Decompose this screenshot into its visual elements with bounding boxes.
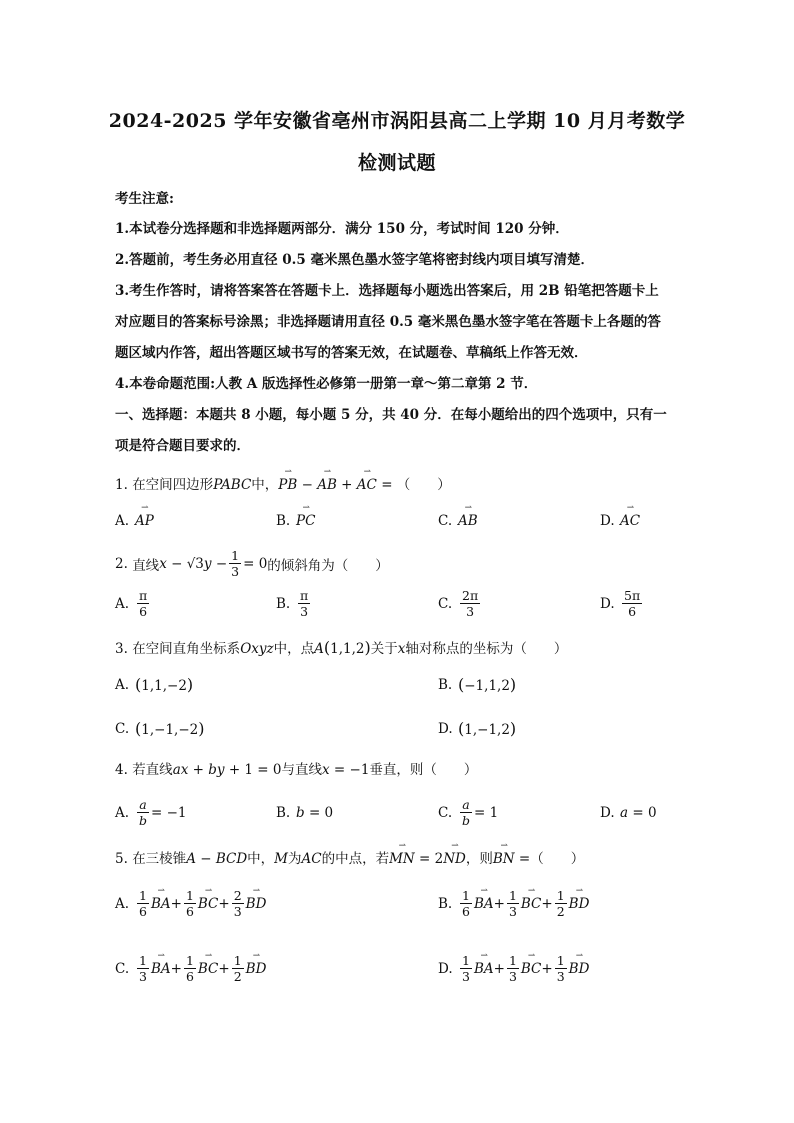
option-label: C. (438, 513, 453, 529)
option-label: D. (600, 595, 615, 612)
q4-option-c[interactable] (438, 797, 498, 828)
notice-item-3-cont1: 对应题目的答案标号涂黑；非选择题请用直径 0.5 毫米黑色墨水签字笔在答题卡上各题的答 (115, 314, 661, 330)
vector-BC: ⇀ BC (521, 896, 542, 912)
option-label: C. (438, 595, 453, 612)
q4-option-b[interactable] (276, 805, 333, 821)
vector-expression: ⇀ PB − ⇀ AB + ⇀ AC = (278, 477, 392, 493)
axis-name: x (397, 641, 406, 657)
question-text: （ ） (530, 851, 585, 867)
fraction-coef: $\frac{1}{2}$ (556, 888, 565, 919)
fraction-coef: $\frac{1}{6}$ (185, 888, 194, 919)
question-text: 的倾斜角为（ ） (267, 557, 389, 574)
equation-b-zero: b = 0 (296, 805, 334, 821)
vector-BA: ⇀ BA (151, 896, 171, 912)
vector-BN: ⇀ BN = (493, 851, 530, 867)
fraction-coef: $\frac{1}{6}$ (462, 888, 470, 919)
question-number: 5. (115, 851, 128, 867)
option-label: B. (276, 513, 291, 529)
option-label: B. (438, 895, 453, 912)
section-heading-line1: 一、选择题：本题共 8 小题，每小题 5 分，共 40 分．在每小题给出的四个选项中，只有一 (115, 407, 667, 423)
q2-option-a[interactable] (115, 588, 151, 619)
vector-BD: ⇀ BD (569, 961, 590, 977)
q2-option-c[interactable] (438, 588, 482, 619)
equals-value: = 1 (474, 804, 499, 821)
question-number: 1. (115, 477, 128, 493)
coordinate-value: (1,−1,2) (458, 719, 517, 738)
option-label: D. (438, 960, 453, 977)
fraction-coef: $\frac{1}{3}$ (139, 953, 147, 984)
fraction-coef: $\frac{1}{6}$ (185, 953, 194, 984)
q3-option-d[interactable] (438, 719, 516, 738)
q1-option-b[interactable] (276, 513, 315, 529)
fraction-coef: $\frac{1}{2}$ (233, 953, 242, 984)
question-text: 在三棱锥 (132, 851, 187, 867)
question-text: 中， (247, 851, 275, 867)
q5-option-c[interactable]: C. $\frac{1}{3}$ ⇀ BA + $\frac{1}{6}$ ⇀ BC + $\frac{1}{2}$ ⇀ BD (115, 953, 266, 984)
question-text: 轴对称点的坐标为（ ） (405, 641, 568, 657)
question-text: 与直线 (281, 762, 322, 778)
vector-PC: ⇀ PC (296, 513, 315, 529)
question-text: 垂直，则（ ） (369, 762, 478, 778)
option-label: A. (115, 595, 130, 612)
notice-heading: 考生注意: (115, 191, 174, 207)
segment-AC: AC (301, 851, 322, 867)
question-text: 关于 (370, 641, 398, 657)
line-equation: x − √3y − (159, 555, 228, 572)
option-label: B. (438, 676, 453, 693)
exam-title-line2: 检测试题 (357, 152, 436, 174)
notice-item-4: 4.本卷命题范围:人教 A 版选择性必修第一册第一章～第二章第 2 节． (115, 376, 538, 392)
option-label: C. (438, 804, 453, 821)
exam-title-line1: 2024-2025 学年安徽省亳州市涡阳县高二上学期 10 月月考数学 (108, 110, 686, 132)
vector-BC: ⇀ BC (198, 961, 219, 977)
question-text: 若直线 (132, 762, 173, 778)
fraction-5pi-over-6: $\frac{5\pi}{6}$ (624, 588, 641, 619)
option-label: D. (600, 513, 615, 529)
vector-BA: ⇀ BA (151, 961, 171, 977)
notice-item-3: 3.考生作答时，请将答案答在答题卡上．选择题每小题选出答案后，用 2B 铅笔把答题卡上 (115, 283, 659, 299)
coordinate-system: Oxyz (240, 641, 274, 657)
fraction-coef: $\frac{1}{3}$ (556, 953, 565, 984)
q1-option-a[interactable] (115, 513, 154, 529)
question-2 (115, 548, 389, 579)
option-label: C. (115, 960, 130, 977)
notice-item-1: 1.本试卷分选择题和非选择题两部分．满分 150 分，考试时间 120 分钟． (115, 221, 569, 237)
point-M: M (274, 851, 288, 867)
question-5 (115, 847, 584, 867)
fraction-a-over-b: $\frac{a}{b}$ (139, 797, 148, 828)
question-1 (115, 473, 451, 493)
vector-BD: ⇀ BD (569, 896, 590, 912)
question-text: 在空间四边形 (132, 477, 214, 493)
fraction-coef: $\frac{1}{3}$ (462, 953, 470, 984)
q3-option-b[interactable] (438, 675, 516, 694)
line-equation-1: ax + by + 1 = 0 (172, 762, 282, 778)
q4-option-a[interactable] (115, 797, 187, 828)
q2-option-d[interactable] (600, 588, 644, 619)
fraction-coef: $\frac{1}{3}$ (508, 888, 517, 919)
question-text: 中，点 (273, 641, 315, 657)
option-label: B. (276, 595, 291, 612)
coordinate-value: (−1,1,2) (458, 675, 517, 694)
q5-option-d[interactable]: D. $\frac{1}{3}$ ⇀ BA + $\frac{1}{3}$ ⇀ BC + $\frac{1}{3}$ ⇀ BD (438, 953, 589, 984)
vector-BC: ⇀ BC (521, 961, 542, 977)
option-label: A. (115, 804, 130, 821)
point-A: A(1,1,2) (314, 638, 371, 657)
coordinate-value: (1,−1,−2) (135, 719, 205, 738)
question-3 (115, 637, 567, 657)
q5-option-a[interactable]: A. $\frac{1}{6}$ ⇀ BA + $\frac{1}{6}$ ⇀ BC + $\frac{2}{3}$ ⇀ BD (115, 888, 266, 919)
equation-a-zero: a = 0 (620, 805, 657, 821)
question-text: 中， (251, 477, 279, 493)
option-label: D. (600, 805, 615, 821)
fraction-coef: $\frac{2}{3}$ (233, 888, 242, 919)
tetrahedron-name: A − BCD (186, 851, 248, 867)
vector-BA: ⇀ BA (474, 961, 494, 977)
fraction-pi-over-6: $\frac{\pi}{6}$ (139, 588, 148, 619)
vector-AB: ⇀ AB (458, 513, 478, 529)
shape-name: PABC (213, 477, 252, 493)
section-heading-line2: 项是符合题目要求的． (115, 438, 250, 454)
vector-BC: ⇀ BC (198, 896, 219, 912)
question-text: ，则 (465, 851, 493, 867)
q5-option-b[interactable]: B. $\frac{1}{6}$ ⇀ BA + $\frac{1}{3}$ ⇀ BC + $\frac{1}{2}$ ⇀ BD (438, 888, 589, 919)
equals-zero: = 0 (243, 555, 268, 572)
question-text: 为 (287, 851, 302, 867)
line-equation-2: x = −1 (322, 762, 370, 778)
fraction-one-third: $\frac{1}{3}$ (231, 548, 240, 579)
fraction-pi-over-3: $\frac{\pi}{3}$ (300, 588, 309, 619)
answer-blank: （ ） (392, 477, 451, 493)
question-text: 直线 (132, 557, 160, 574)
q4-option-d[interactable] (600, 805, 657, 821)
q1-option-d[interactable] (600, 513, 640, 529)
question-text: 在空间直角坐标系 (132, 641, 241, 657)
question-number: 4. (115, 762, 128, 778)
vector-BA: ⇀ BA (474, 896, 494, 912)
option-label: A. (115, 513, 130, 529)
fraction-coef: $\frac{1}{3}$ (508, 953, 517, 984)
vector-AP: ⇀ AP (135, 513, 154, 529)
equals-value: = −1 (151, 804, 187, 821)
vector-BD: ⇀ BD (246, 896, 267, 912)
vector-relation: ⇀ MN = 2⇀ ND (389, 851, 466, 867)
option-label: A. (115, 895, 130, 912)
option-label: D. (438, 720, 453, 737)
question-4 (115, 758, 477, 778)
q3-option-c[interactable] (115, 719, 204, 738)
option-label: B. (276, 805, 291, 821)
vector-BD: ⇀ BD (246, 961, 267, 977)
option-label: C. (115, 720, 130, 737)
notice-item-3-cont2: 题区域内作答，超出答题区域书写的答案无效，在试题卷、草稿纸上作答无效． (115, 345, 588, 361)
option-label: A. (115, 676, 130, 693)
fraction-2pi-over-3: $\frac{2\pi}{3}$ (462, 588, 479, 619)
q1-option-c[interactable] (438, 513, 478, 529)
question-number: 2. (115, 555, 128, 572)
vector-AC: ⇀ AC (620, 513, 640, 529)
notice-item-2: 2.答题前，考生务必用直径 0.5 毫米黑色墨水签字笔将密封线内项目填写清楚． (115, 252, 594, 268)
coordinate-value: (1,1,−2) (135, 675, 194, 694)
fraction-coef: $\frac{1}{6}$ (139, 888, 147, 919)
question-text: 的中点，若 (321, 851, 390, 867)
question-number: 3. (115, 641, 128, 657)
q2-option-b[interactable] (276, 588, 312, 619)
q3-option-a[interactable] (115, 675, 193, 694)
fraction-a-over-b: $\frac{a}{b}$ (462, 797, 471, 828)
